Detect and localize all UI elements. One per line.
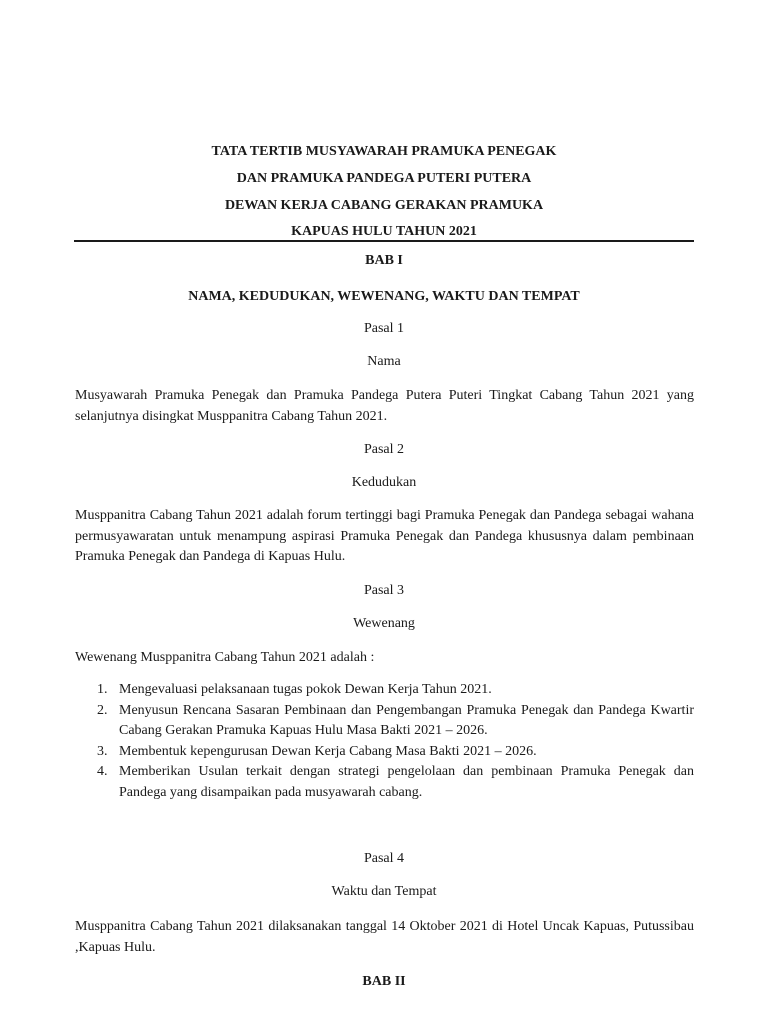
- pasal-4-title: Waktu dan Tempat: [331, 884, 437, 899]
- pasal-4-label: Pasal 4: [363, 851, 405, 866]
- list-item-text: Memberikan Usulan terkait dengan strategi pengelolaan dan pembinaan Pramuka Penegak dan Pandega yang disampaikan pada musyawarah cabang.: [119, 764, 694, 800]
- list-item-text: Menyusun Rencana Sasaran Pembinaan dan Pengembangan Pramuka Penegak dan Pandega Kwartir Cabang Gerakan Pramuka Kapuas Hulu Masa Bakti 2021 – 2026.: [119, 702, 694, 738]
- pasal-1-label: Pasal 1: [363, 321, 405, 336]
- pasal-2-label: Pasal 2: [363, 442, 405, 457]
- list-item-number: 2.: [97, 702, 108, 718]
- list-item-number: 1.: [97, 682, 108, 697]
- list-item-text: Membentuk kepengurusan Dewan Kerja Cabang Masa Bakti 2021 – 2026.: [119, 743, 537, 759]
- pasal-3-intro: Wewenang Musppanitra Cabang Tahun 2021 adalah :: [75, 650, 375, 665]
- pasal-1-body: Musyawarah Pramuka Penegak dan Pramuka Pandega Putera Puteri Tingkat Cabang Tahun 2021 yang selanjutnya disingkat Musppanitra Cabang Tahun 2021.: [75, 388, 694, 424]
- bab-1-label: BAB I: [365, 253, 403, 268]
- list-item-text: Mengevaluasi pelaksanaan tugas pokok Dewan Kerja Tahun 2021.: [119, 682, 492, 697]
- doc-title-line-2: DAN PRAMUKA PANDEGA PUTERI PUTERA: [236, 171, 532, 186]
- pasal-3-title: Wewenang: [353, 616, 415, 631]
- list-item: [75, 701, 694, 742]
- bab-1-title: NAMA, KEDUDUKAN, WEWENANG, WAKTU DAN TEMPAT: [188, 289, 580, 304]
- list-item-number: 4.: [97, 764, 108, 779]
- list-item: [75, 742, 694, 763]
- title-divider: [74, 240, 694, 242]
- pasal-2-title: Kedudukan: [351, 475, 417, 490]
- list-item: [75, 680, 694, 701]
- bab-2-label: BAB II: [362, 974, 406, 989]
- doc-title-line-4: KAPUAS HULU TAHUN 2021: [291, 224, 477, 239]
- doc-title-line-1: TATA TERTIB MUSYAWARAH PRAMUKA PENEGAK: [211, 144, 557, 159]
- pasal-3-label: Pasal 3: [363, 583, 405, 598]
- pasal-2-body: Musppanitra Cabang Tahun 2021 adalah forum tertinggi bagi Pramuka Penegak dan Pandega sebagai wahana permusyawaratan untuk menampung aspirasi Pramuka Penegak dan Pandega khususnya dalam pembinaan Pramuka Penegak dan Pandega di Kapuas Hulu.: [75, 508, 694, 564]
- list-item: [75, 762, 694, 803]
- list-item-number: 3.: [97, 743, 108, 759]
- doc-title-line-3: DEWAN KERJA CABANG GERAKAN PRAMUKA: [224, 198, 544, 213]
- pasal-4-body: Musppanitra Cabang Tahun 2021 dilaksanakan tanggal 14 Oktober 2021 di Hotel Uncak Kapuas, Putussibau ,Kapuas Hulu.: [75, 919, 694, 955]
- pasal-1-title: Nama: [367, 354, 401, 369]
- wewenang-list: [75, 680, 694, 803]
